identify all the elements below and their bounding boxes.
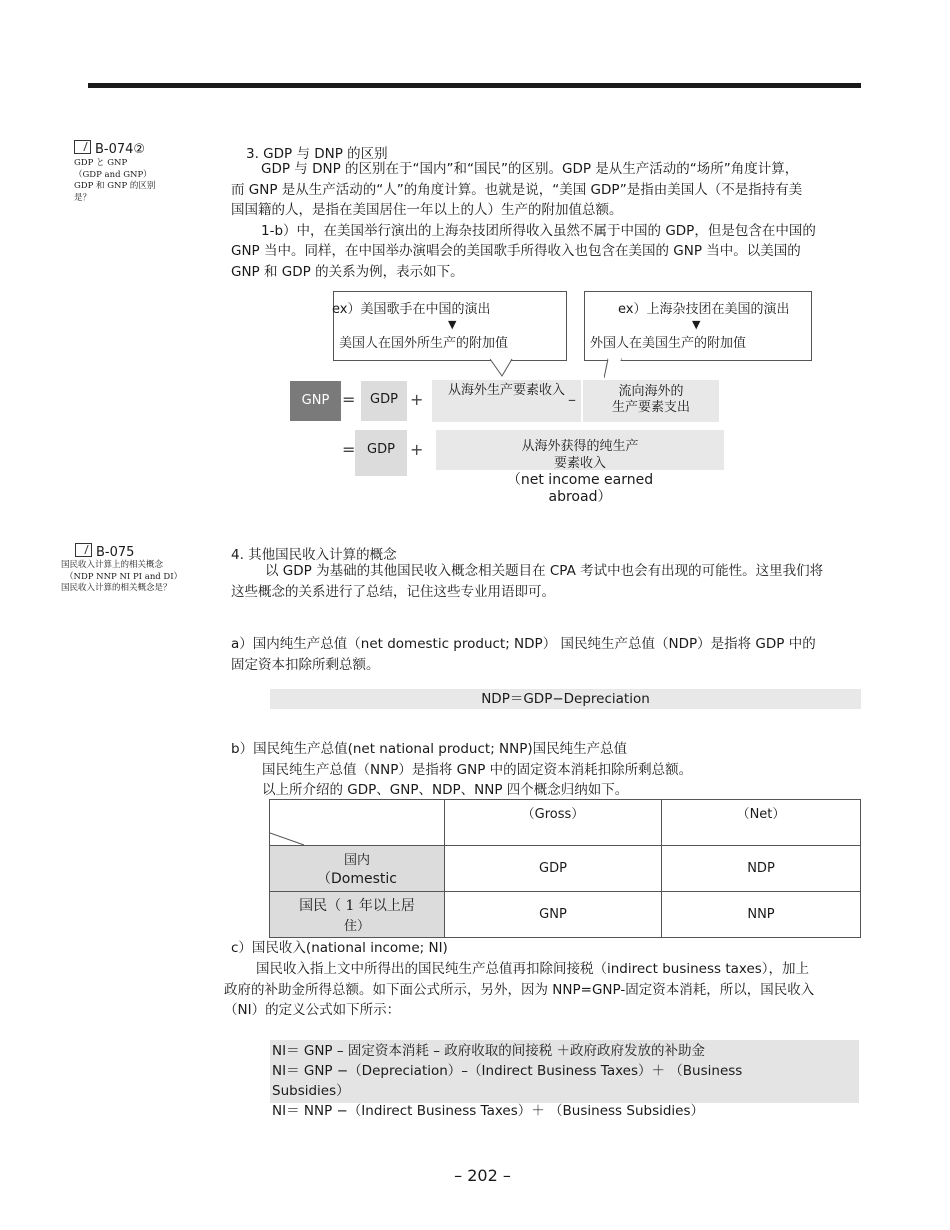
ndp-para	[231, 634, 891, 675]
plus-sign-2: +	[410, 440, 424, 459]
callout-left-tail	[490, 358, 514, 378]
formula-line: NI＝ GNP – 固定资本消耗 – 政府收取的间接税 ＋政府政府发放的补助金	[272, 1043, 706, 1059]
cell-line: 国内	[343, 853, 370, 868]
text-line: GNP 当中。同样，在中国举办演唱会的美国歌手所得收入也包含在美国的 GNP 当中。以美国的	[231, 243, 801, 259]
callout-text: 外国人在美国生产的附加值	[590, 336, 747, 351]
gnp-box: GNP	[290, 381, 341, 421]
ni-formulas	[272, 1041, 872, 1121]
text-line: 国民收入指上文中所得出的国民纯生产总值再扣除间接税（indirect business taxes），加上	[256, 961, 810, 977]
cell-ndp: NDP	[662, 846, 861, 892]
diagonal-line	[270, 800, 444, 846]
side-note-line: 国民收入计算的相关概念是？	[61, 583, 172, 593]
formula-line: NI＝ NNP −（Indirect Business Taxes）＋ （Business Subsidies）	[272, 1103, 705, 1119]
cell-gnp: GNP	[445, 892, 662, 938]
table-corner-cell	[270, 800, 445, 846]
text-line: 政府的补助金所得总额。如下面公式所示，另外，因为 NNP=GNP-固定资本消耗，所以，国民收入	[224, 981, 815, 998]
text-line: 国民纯生产总值（NNP）是指将 GNP 中的固定资本消耗扣除所剩总额。	[262, 761, 693, 778]
callout-text: 美国人在国外所生产的附加值	[339, 336, 509, 351]
side-note-b075-id	[75, 543, 134, 560]
section4-para	[231, 561, 891, 602]
callout-title: ex）美国歌手在中国的演出	[332, 302, 491, 317]
col-gross: （Gross）	[445, 800, 662, 846]
gdp-box-2: GDP	[355, 430, 407, 476]
page-number: – 202 –	[454, 1166, 511, 1185]
ni-heading: c）国民收入(national income; NI)	[231, 940, 448, 956]
box-line: 流向海外的	[618, 384, 684, 399]
net-factor-text	[436, 438, 724, 506]
section3-heading: 3. GDP 与 DNP 的区别	[246, 146, 388, 162]
side-note-id: B-074②	[95, 142, 146, 157]
text-line: 固定资本扣除所剩总额。	[231, 656, 380, 673]
text-line: 以 GDP 为基础的其他国民收入概念相关题目在 CPA 考试中也会有出现的可能性。这里我们将	[265, 563, 824, 579]
formula-line: Subsidies）	[272, 1083, 350, 1099]
down-arrow-icon: ▼	[448, 318, 457, 331]
text-line: GDP 与 DNP 的区别在于“国内”和“国民”的区别。GDP 是从生产活动的“场所”角度计算，	[261, 161, 799, 177]
factor-outflow-box	[583, 380, 719, 422]
text-line: 1-b）中，在美国举行演出的上海杂技团所得收入虽然不属于中国的 GDP，但是包含在中国的	[261, 222, 816, 239]
box-line: abroad）	[548, 489, 612, 505]
side-note-line: （NDP NNP NI PI and DI）	[65, 571, 183, 582]
side-note-line: （GDP and GNP）	[74, 169, 152, 180]
text-line: 国国籍的人，是指在美国居住一年以上的人）生产的附加值总额。	[231, 202, 623, 218]
concept-table	[269, 799, 861, 938]
down-arrow-icon: ▼	[692, 318, 701, 331]
table-row	[270, 892, 861, 938]
text-line: 而 GNP 是从生产活动的“人”的角度计算。也就是说，“美国 GDP”是指由美国人（不是指持有美	[231, 181, 803, 198]
note-icon	[75, 543, 92, 557]
callout-left	[333, 291, 567, 361]
text-line: GNP 和 GDP 的关系为例，表示如下。	[231, 263, 464, 280]
cell-gdp: GDP	[445, 846, 662, 892]
section4-heading: 4. 其他国民收入计算的概念	[231, 547, 397, 563]
minus-sign: –	[568, 390, 576, 409]
text-line: b）国民纯生产总值(net national product; NNP)国民纯生产总值	[231, 741, 628, 757]
text-line: a）国内纯生产总值（net domestic product; NDP） 国民纯生产总值（NDP）是指将 GDP 中的	[231, 636, 816, 652]
section3-para1	[231, 159, 891, 282]
text-line: （NI）的定义公式如下所示：	[224, 1002, 401, 1018]
side-note-line: GDP と GNP	[74, 158, 128, 168]
side-note-id: B-075	[96, 545, 135, 560]
ni-para	[224, 959, 894, 1021]
cell-line: （Domestic	[317, 871, 397, 887]
equals-sign-2: =	[342, 440, 356, 459]
formula-line: NI＝ GNP −（Depreciation）–（Indirect Business Taxes）＋ （Business	[272, 1063, 743, 1079]
callout-right	[584, 291, 812, 361]
box-line: 从海外获得的纯生产	[521, 439, 639, 454]
cell-nnp: NNP	[662, 892, 861, 938]
side-note-line: 是？	[74, 192, 92, 203]
plus-sign: +	[410, 390, 424, 409]
side-note-b075-text	[61, 560, 182, 595]
note-icon	[74, 140, 91, 154]
text-line: 以上所介绍的 GDP、GNP、NDP、NNP 四个概念归纳如下。	[262, 782, 629, 798]
factor-income-box: 从海外生产要素收入	[432, 380, 581, 422]
box-line: 要素收入	[553, 456, 606, 471]
gdp-box: GDP	[361, 381, 407, 421]
box-line: 生产要素支出	[611, 400, 690, 415]
callout-right-tail	[604, 358, 624, 380]
side-note-line: GDP 和 GNP 的区别	[74, 181, 156, 191]
callout-title: ex）上海杂技团在美国的演出	[618, 302, 790, 317]
top-rule	[88, 83, 861, 88]
nnp-para	[231, 739, 891, 801]
row-domestic	[270, 846, 445, 892]
equals-sign: =	[342, 390, 356, 409]
text-line: 这些概念的关系进行了总结，记住这些专业用语即可。	[231, 583, 555, 600]
side-note-line: 国民收入计算上的相关概念	[61, 560, 164, 570]
table-row	[270, 846, 861, 892]
cell-line: 住）	[343, 919, 370, 934]
table-row	[270, 800, 861, 846]
ndp-formula: NDP＝GDP−Depreciation	[270, 689, 861, 709]
side-note-b074-text	[74, 158, 155, 204]
cell-line: 国民（ 1 年以上居	[299, 898, 415, 914]
side-note-b074-id	[74, 140, 145, 157]
box-line: （net income earned	[506, 472, 654, 488]
col-net: （Net）	[662, 800, 861, 846]
row-national	[270, 892, 445, 938]
